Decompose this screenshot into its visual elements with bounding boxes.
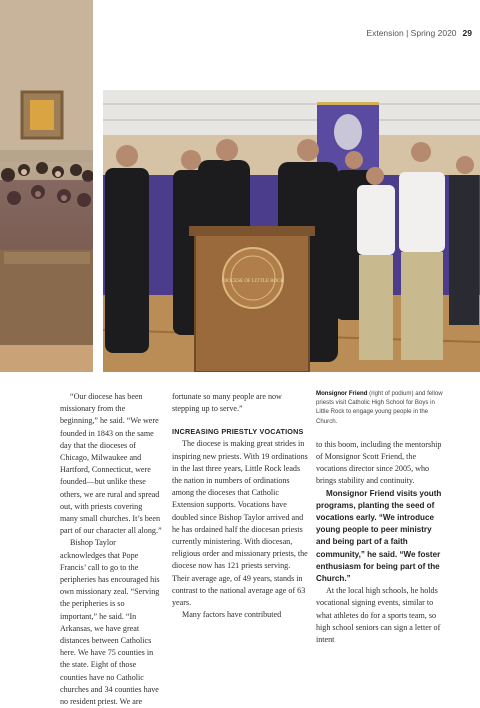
paragraph: The diocese is making great strides in inspiring new priests. With 19 ordinations in the last three years, Little Rock leads the nation in numbers of ordinations among the dioceses that Catholic Extension supports. Vocations have doubled since Bishop Taylor arrived and he has ordained half the diocesan priests currently ministering. With diocesan, religious order and missionary priests, the diocese now has 121 priests serving. Their average age, of 49 years, stands in contrast to the national average age of 63 years. — [172, 439, 308, 608]
highlight-quote: youth programs, planting the seed of vocations early. “We introduce young people to peer ministry and being part of a faith community,” he said. “We foster enthusiasm for being part of the Church.” — [316, 488, 442, 584]
paragraph: “Our diocese has been missionary from the beginning,” he said. “We were founded in 1843 on the same day that the dioceses of Chicago, Milwaukee and Hartford, Connecticut, were founded—but unlike these others, we are rural and spread out, with priests covering many small churches. It’s been part of our character all along.” — [60, 392, 162, 536]
priests-students-photo-art — [103, 90, 480, 372]
congregation-photo — [0, 0, 93, 372]
caption-name: Monsignor Friend — [316, 390, 368, 397]
section-subhead: INCREASING PRIESTLY VOCATIONS — [172, 427, 304, 437]
issue-label: Extension | Spring 2020 — [366, 28, 457, 38]
priests-students-photo — [103, 90, 480, 372]
paragraph: At the local high schools, he holds vocational signing events, similar to what athletes do for a sports team, so high school seniors can sign a letter of intent — [316, 586, 441, 645]
photo-caption — [316, 389, 448, 426]
running-header — [300, 28, 472, 38]
article-column-2 — [172, 391, 308, 621]
article-column-1 — [60, 391, 162, 708]
congregation-photo-art — [0, 0, 93, 372]
paragraph: Bishop Taylor acknowledges that Pope Francis’ call to go to the peripheries has encouraged his own missionary zeal. “Serving the peripheries is so important,” he said. “In Arkansas, we have great distances between Catholics here. We have 75 counties in the state. Eight of those counties have no Catholic churches and 34 counties have no resident priest. We are — [60, 538, 160, 707]
paragraph — [316, 488, 448, 586]
article-column-3 — [316, 389, 448, 646]
paragraph-continued: to this boom, including the mentorship of Monsignor Scott Friend, the vocations director since 2005, who brings stability and continuity. — [316, 439, 442, 486]
page-number: 29 — [462, 28, 472, 38]
podium-seal-text: DIOCESE OF LITTLE ROCK — [221, 279, 285, 284]
caption-text: (right of podium) and fellow priests visit Catholic High School for Boys in Little Rock to engage young people in the Church. — [316, 390, 443, 425]
paragraph-continued: fortunate so many people are now stepping up to serve.” — [172, 392, 282, 414]
paragraph: Many factors have contributed — [182, 610, 282, 620]
highlight-intro: Monsignor Friend visits — [326, 488, 418, 498]
